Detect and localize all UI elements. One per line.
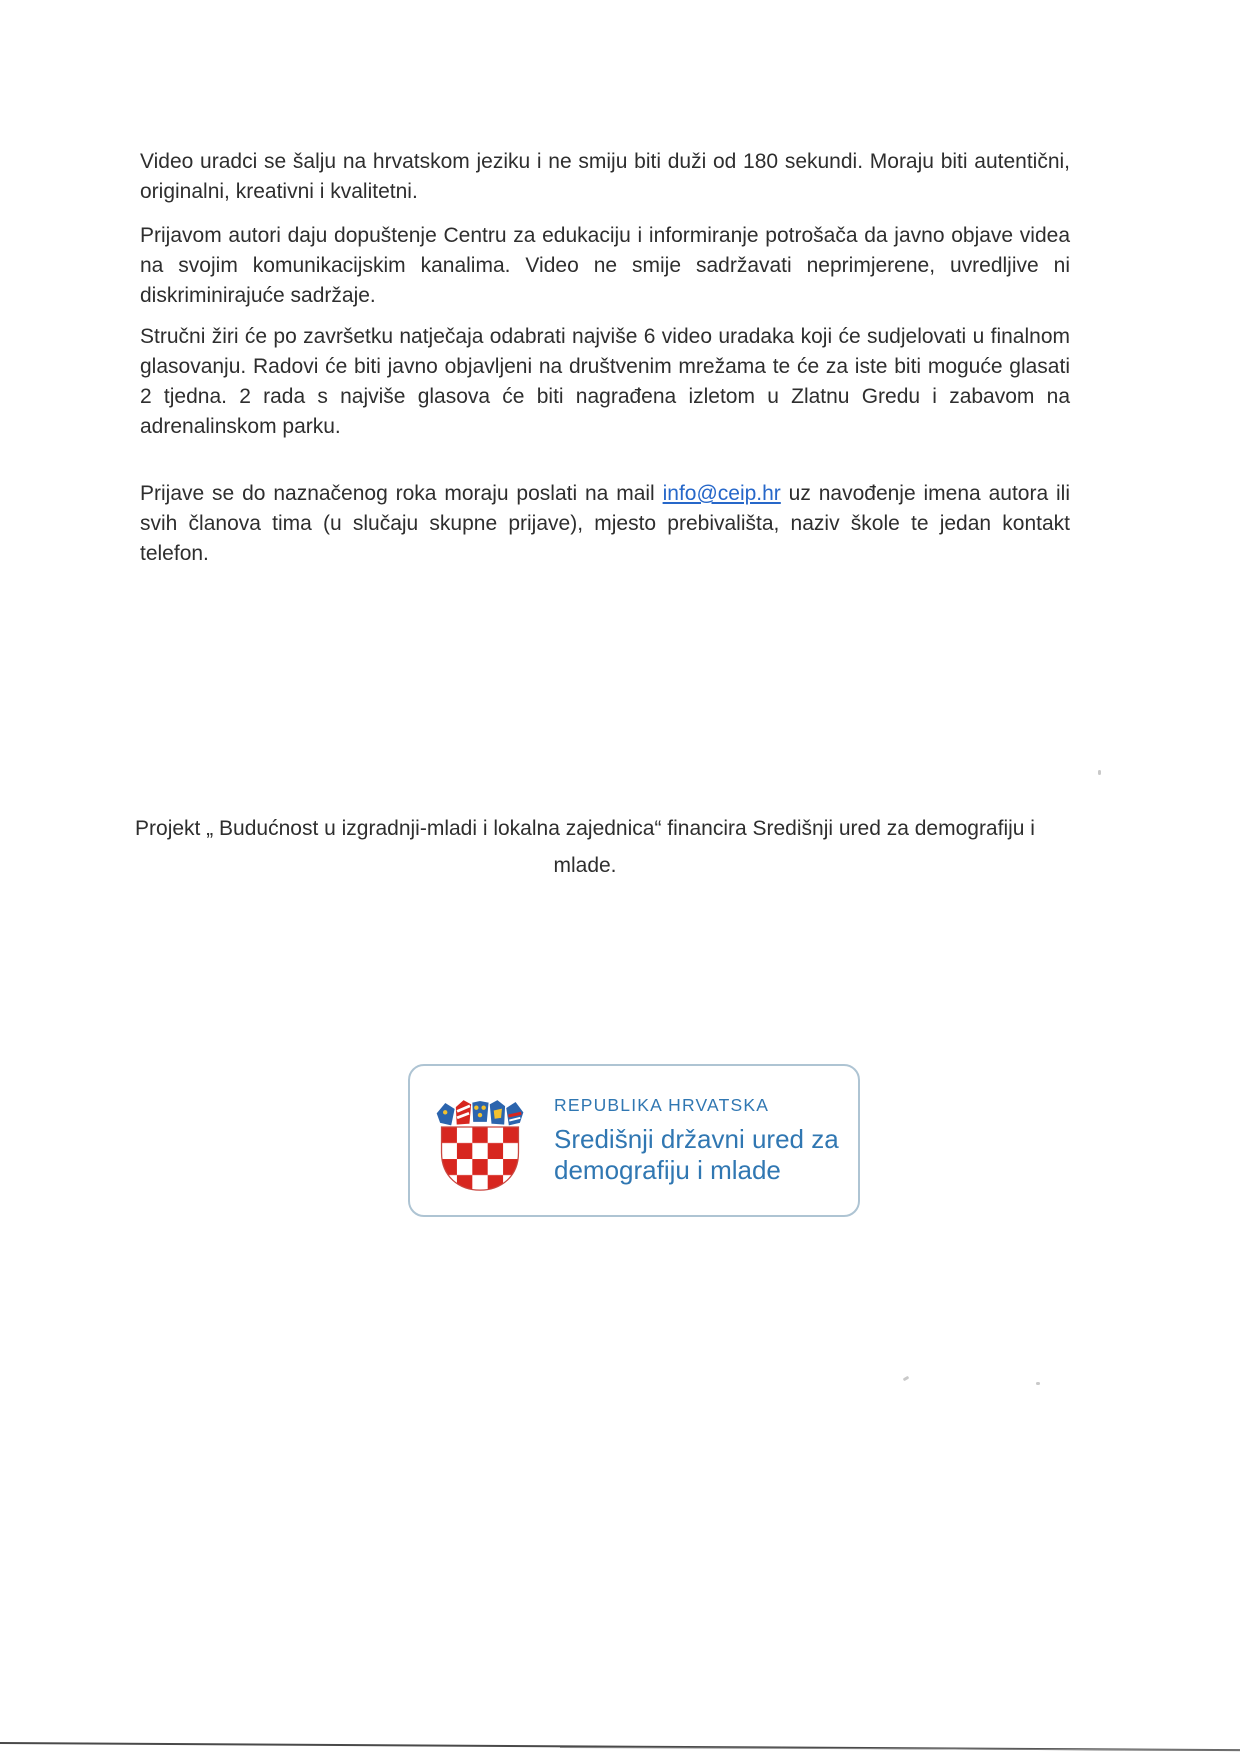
page-bottom-scan-line-echo (560, 1747, 1240, 1751)
paragraph-jury-voting (140, 322, 1070, 442)
paragraph-video-rules (140, 147, 1070, 207)
scan-artifact-dot (903, 1376, 910, 1382)
logo-text-block (554, 1095, 839, 1186)
logo-office-name-line1: Središnji državni ured za (554, 1124, 839, 1154)
logo-office-name-line2: demografiju i mlade (554, 1155, 781, 1185)
paragraph-video-rules-text: Video uradci se šalju na hrvatskom jeziku i ne smiju biti duži od 180 sekundi. Moraju biti autentični, originalni, kreativni i kvalitetni. (140, 150, 1070, 203)
paragraph-permission (140, 221, 1070, 311)
paragraph-submission-after: uz navođenje imena autora ili svih članova tima (u slučaju skupne prijave), mjesto prebivališta, naziv škole te jedan kontakt telefon. (140, 482, 1070, 565)
scan-artifact-dot (1036, 1382, 1040, 1385)
scan-artifact-dot (1098, 770, 1101, 775)
email-link[interactable]: info@ceip.hr (662, 482, 781, 505)
paragraph-jury-voting-text: Stručni žiri će po završetku natječaja odabrati najviše 6 video uradaka koji će sudjelovati u finalnom glasovanju. Radovi će biti javno objavljeni na društvenim mrežama te će za iste biti moguće glasati 2 tjedna. 2 rada s najviše glasova će biti nagrađena izletom u Zlatnu Gredu i zabavom na adrenalinskom parku. (140, 325, 1070, 438)
paragraph-permission-text: Prijavom autori daju dopuštenje Centru za edukaciju i informiranje potrošača da javno objave videa na svojim komunikacijskim kanalima. Video ne smije sadržavati neprimjerene, uvredljive ni diskriminirajuće sadržaje. (140, 224, 1070, 307)
project-funding-note (120, 810, 1050, 884)
logo-republic-label: REPUBLIKA HRVATSKA (554, 1095, 770, 1115)
paragraph-submission-before: Prijave se do naznačenog roka moraju poslati na mail (140, 482, 663, 505)
croatia-coat-of-arms-icon (434, 1094, 526, 1192)
paragraph-submission (140, 479, 1070, 569)
government-logo-badge (408, 1064, 860, 1217)
project-funding-note-text: Projekt „ Budućnost u izgradnji-mladi i lokalna zajednica“ financira Središnji ured za demografiju i mlade. (135, 817, 1035, 877)
